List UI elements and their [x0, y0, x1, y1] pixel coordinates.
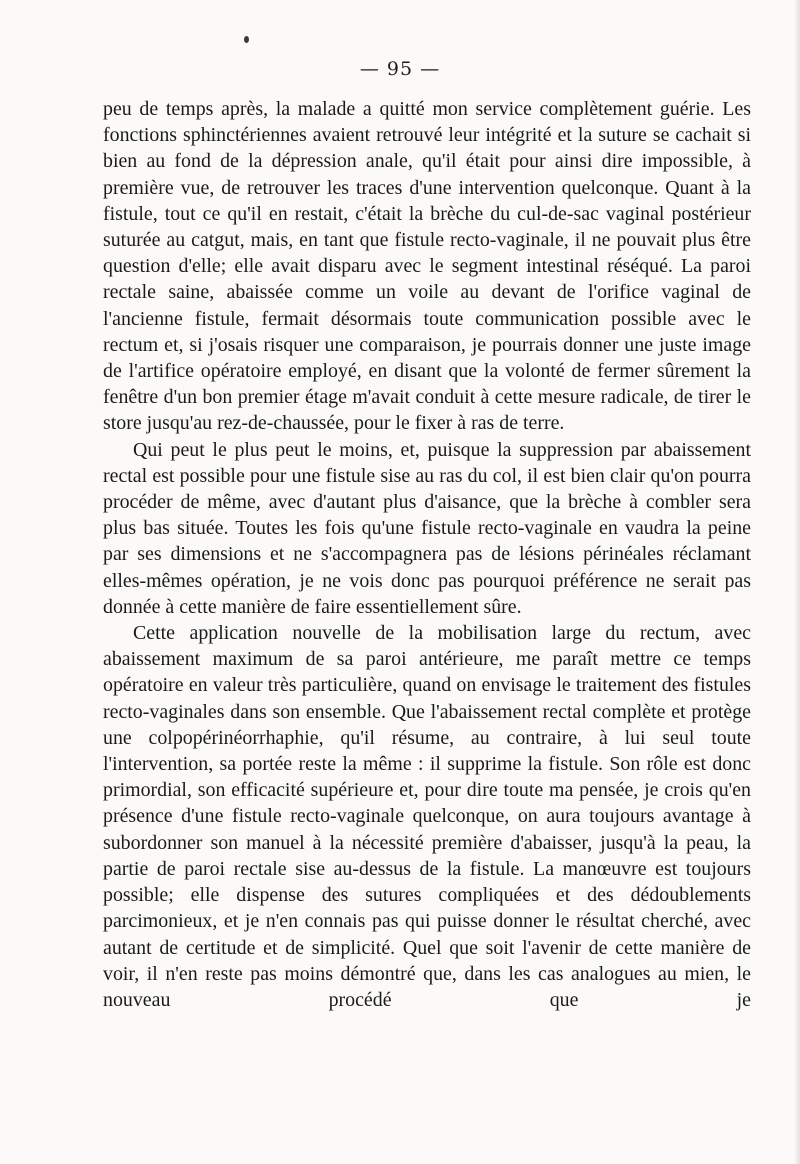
paragraph-1: peu de temps après, la malade a quitté mon service complètement guérie. Les fonctions sphinctériennes avaient retrouvé leur intégrité et la suture se cachait si bien au fond de la dépression anale, qu'il était pour ainsi dire impossible, à première vue, de retrouver les traces d'une intervention quelconque. Quant à la fistule, tout ce qu'il en restait, c'était la brèche du cul-de-sac vaginal postérieur suturée au catgut, mais, en tant que fistule recto-vaginale, il ne pouvait plus être question d'elle; elle avait disparu avec le segment intestinal réséqué. La paroi rectale saine, abaissée comme un voile au devant de l'orifice vaginal de l'ancienne fistule, fermait désormais toute communication possible avec le rectum et, si j'osais risquer une comparaison, je pourrais donner une juste image de l'artifice opératoire employé, en disant que la volonté de fermer sûrement la fenêtre d'un bon premier étage m'avait conduit à cette mesure radicale, de tirer le store jusqu'au rez-de-chaussée, pour le fixer à ras de terre.: [103, 98, 751, 435]
page-number: — 95 —: [359, 58, 441, 80]
ink-speck: [244, 36, 249, 43]
paragraph-3: Cette application nouvelle de la mobilisation large du rectum, avec abaissement maximum de sa paroi antérieure, me paraît mettre ce temps opératoire en valeur très particulière, quand on envisage le traitement des fistules recto-vaginales dans son ensemble. Que l'abaissement rectal complète et protège une colpopérinéorrhaphie, qu'il résume, au contraire, à lui seul toute l'intervention, sa portée reste la même : il supprime la fistule. Son rôle est donc primordial, son efficacité supérieure et, pour dire toute ma pensée, je crois qu'en présence d'une fistule recto-vaginale quelconque, on aura toujours avantage à subordonner son manuel à la nécessité première d'abaisser, jusqu'à la peau, la partie de paroi rectale sise au-dessus de la fistule. La manœuvre est toujours possible; elle dispense des sutures compliquées et des dédoublements parcimonieux, et je n'en connais pas qui puisse donner le résultat cherché, avec autant de certitude et de simplicité. Quel que soit l'avenir de cette manière de voir, il n'en reste pas moins démontré que, dans les cas analogues au mien, le nouveau procédé que je: [103, 622, 751, 1011]
paragraph-2: Qui peut le plus peut le moins, et, puisque la suppression par abaissement rectal est possible pour une fistule sise au ras du col, il est bien clair qu'on pourra procéder de même, avec d'autant plus d'aisance, que la brèche à combler sera plus bas située. Toutes les fois qu'une fistule recto-vaginale en vaudra la peine par ses dimensions et ne s'accompagnera pas de lésions périnéales réclamant elles-mêmes opération, je ne vois donc pas pourquoi préférence ne serait pas donnée à cette manière de faire essentiellement sûre.: [103, 438, 751, 618]
body-text: [103, 96, 751, 1013]
page-edge-shadow: [794, 0, 800, 1164]
